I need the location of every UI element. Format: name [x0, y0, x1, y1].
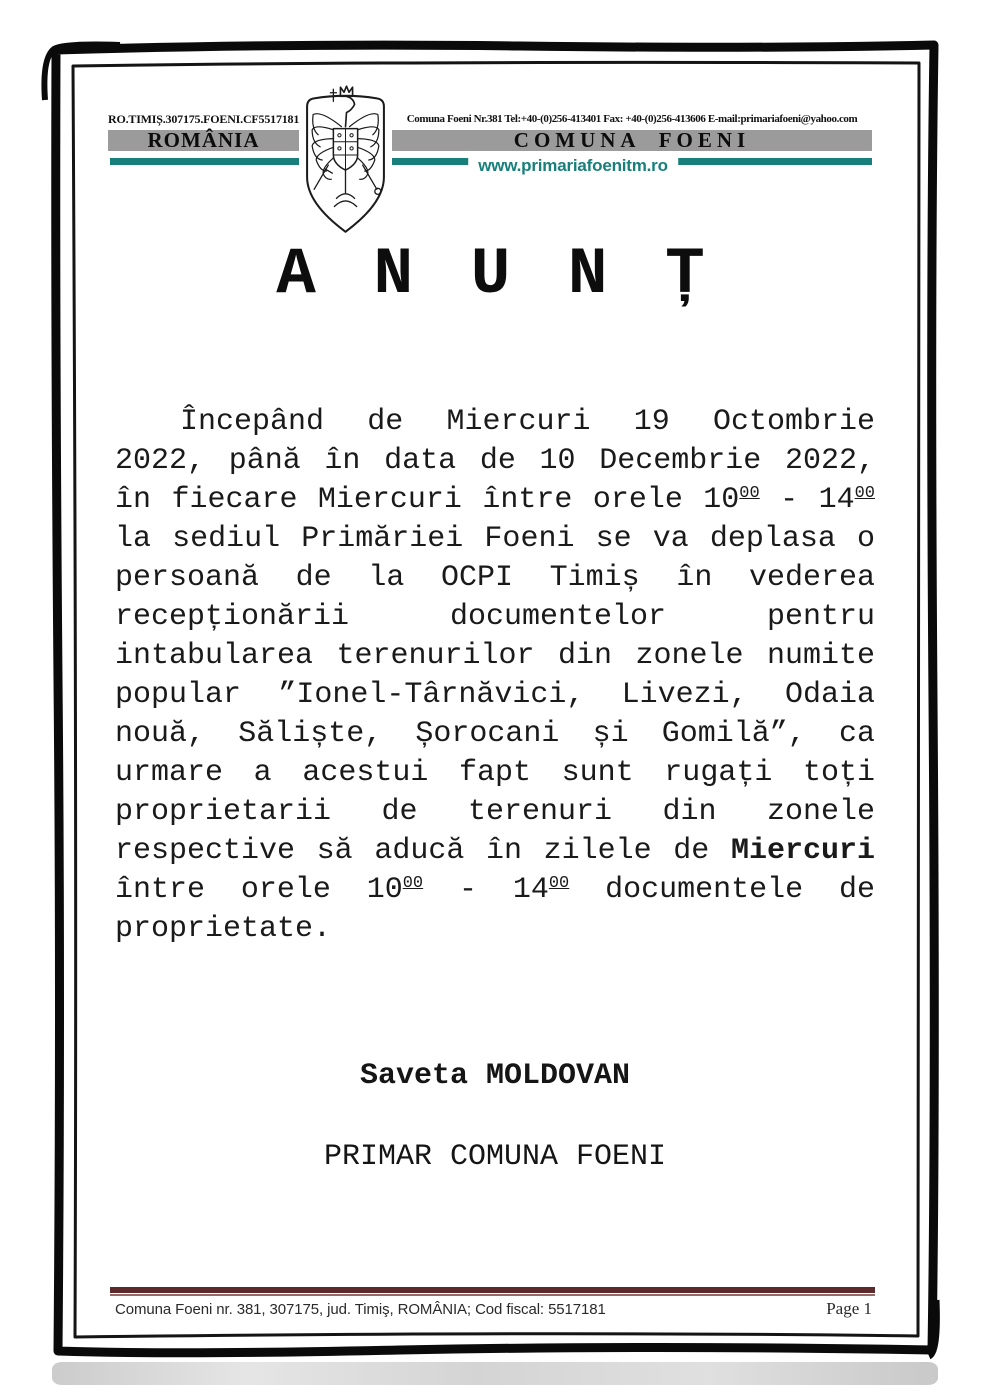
commune-label: COMUNA FOENI [513, 128, 751, 152]
footer [115, 1299, 872, 1320]
scan-artifact [52, 1362, 938, 1385]
registration-number: RO.TIMIȘ.307175.FOENI.CF5517181 [108, 112, 300, 126]
paragraph-segment: Miercuri [730, 834, 875, 868]
paragraph-segment: - 14 [423, 873, 549, 907]
paragraph-segment: între orele 10 [115, 873, 403, 907]
country-label: ROMÂNIA [147, 128, 260, 152]
paragraph-segment: 00 [548, 874, 570, 893]
website-url: www.primariafoenitm.ro [468, 155, 678, 177]
paragraph-segment: - 14 [759, 483, 855, 517]
contact-line: Comuna Foeni Nr.381 Tel:+40-(0)256-413401 Fax: +40-(0)256-413606 E-mail:primariafoeni@yahoo.com [406, 113, 858, 125]
footer-address: Comuna Foeni nr. 381, 307175, jud. Timiş, ROMÂNIA; Cod fiscal: 5517181 [115, 1301, 606, 1318]
paragraph-segment: 00 [854, 484, 875, 503]
coat-of-arms-icon [299, 84, 392, 236]
page-number: Page 1 [826, 1299, 872, 1318]
paragraph-segment: documentele de proprietate. [115, 873, 876, 946]
paragraph-segment: la sediul Primăriei Foeni se va deplasa o persoană de la OCPI Timiș în vederea recepționării documentelor pentru intabularea terenurilor din zonele numite popular ”Ionel-Târnăvici, Livezi, Odaia nouă, Săliște, Șorocani și Gomilă”, ca urmare a acestui fapt sunt rugați toți proprietarii de terenuri din zonele respective să aducă în zilele de [115, 522, 875, 868]
signature-name: Saveta MOLDOVAN [359, 1059, 631, 1093]
footer-rule [110, 1287, 875, 1296]
paragraph-segment: 00 [402, 874, 424, 893]
announcement-paragraph [115, 403, 875, 949]
paragraph-segment: Începând de Miercuri 19 Octombrie 2022, până în data de 10 Decembrie 2022, în fiecare Miercuri între orele 10 [115, 405, 875, 517]
announcement-title: A N U N Ț [276, 237, 714, 312]
paragraph-segment: 00 [739, 484, 760, 503]
signature-role: PRIMAR COMUNA FOENI [323, 1140, 667, 1174]
